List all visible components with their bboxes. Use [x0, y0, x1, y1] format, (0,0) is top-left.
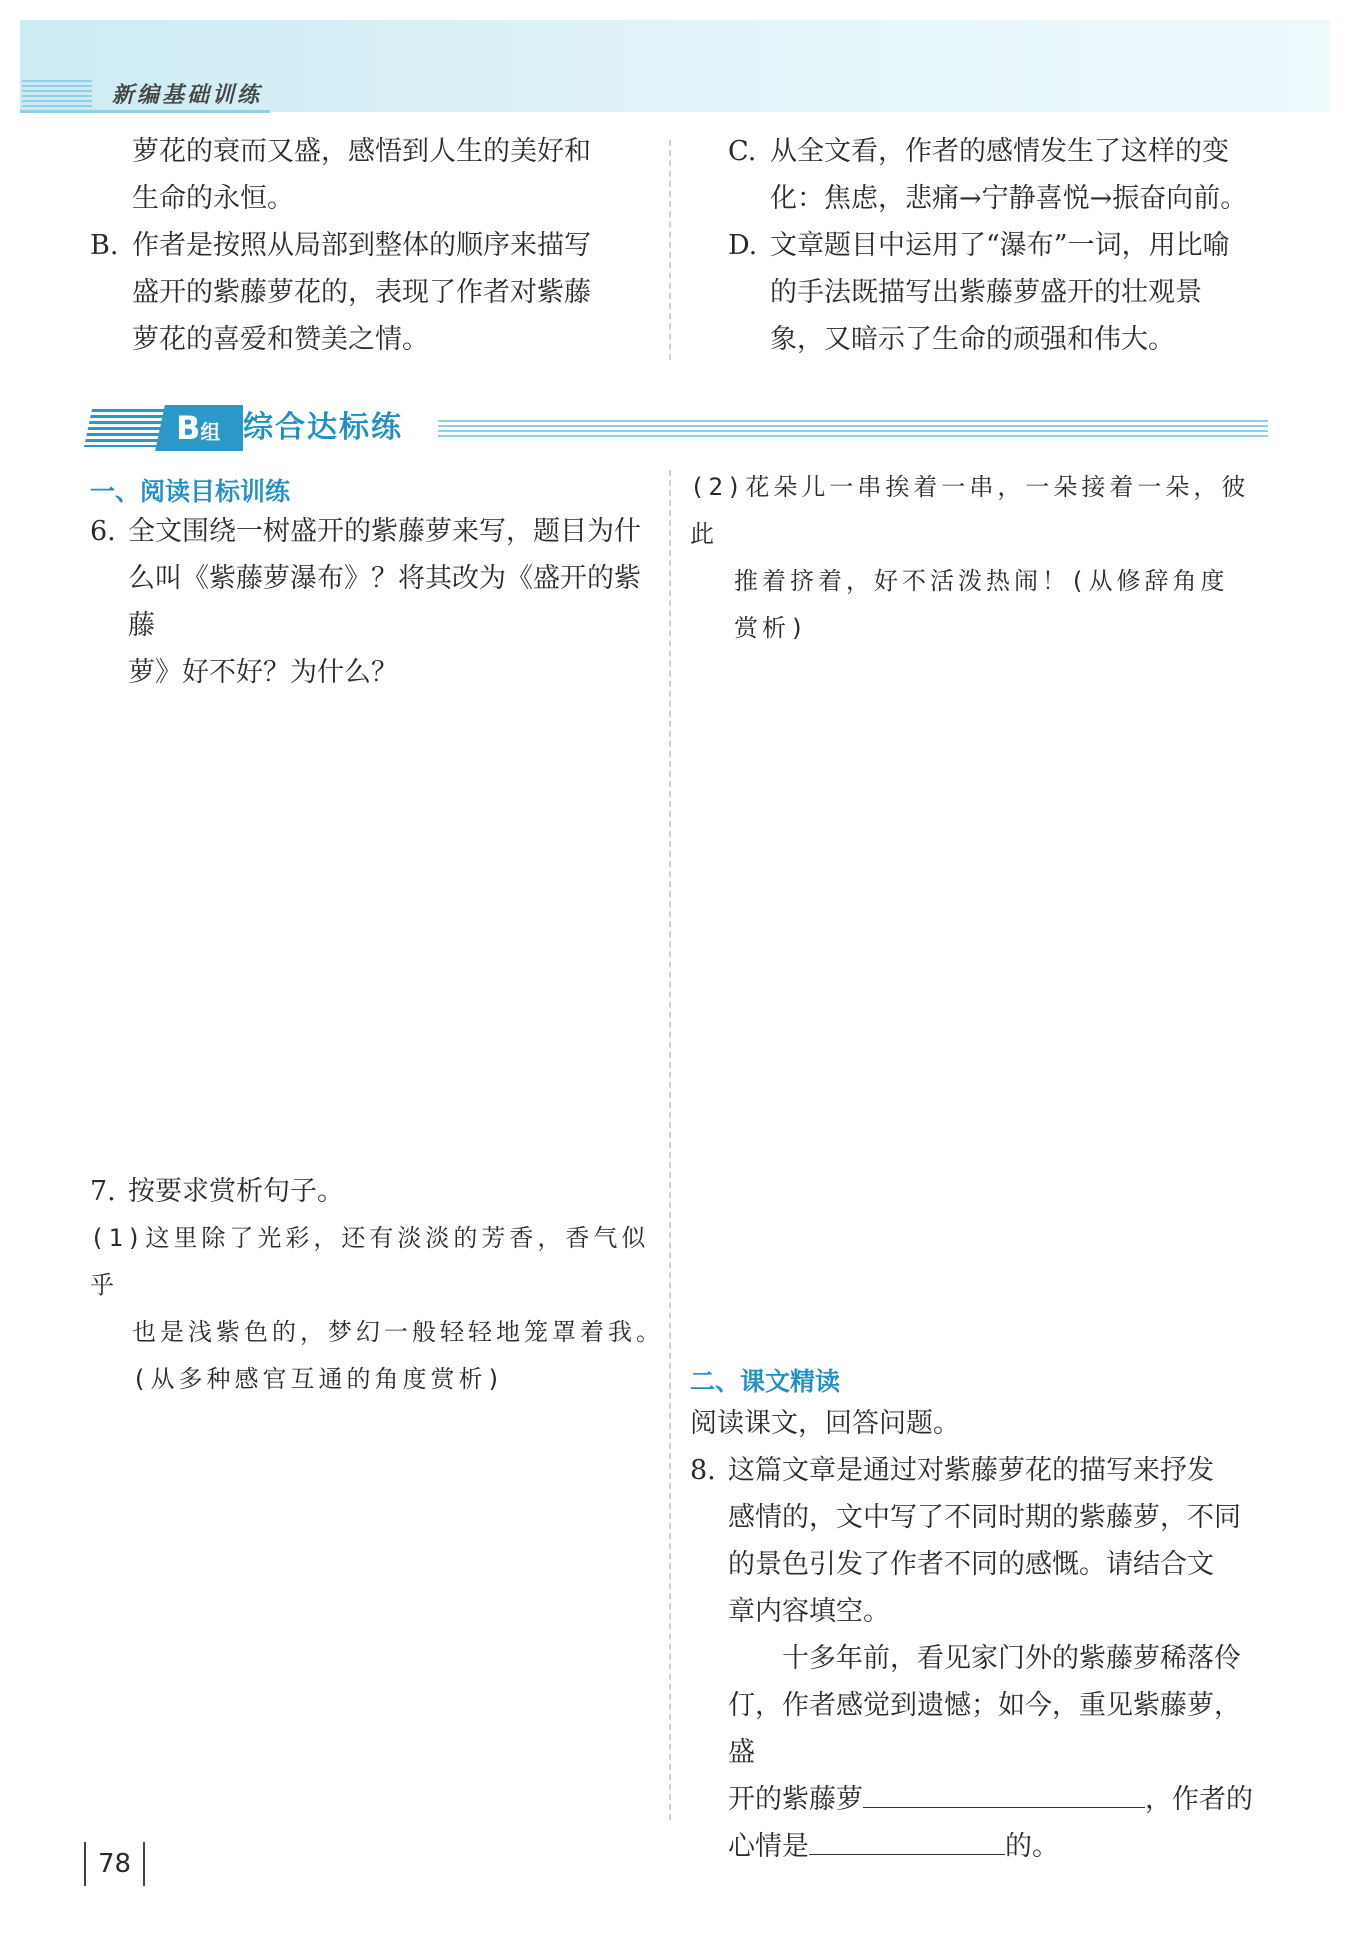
text-line: 赏析) [734, 614, 809, 642]
text-line: 推着挤着，好不活泼热闹！(从修辞角度 [734, 567, 1229, 595]
text-line: (1)这里除了光彩，还有淡淡的芳香，香气似乎 [90, 1224, 650, 1299]
text-line: 也是浅紫色的，梦幻一般轻轻地笼罩着我。 [132, 1318, 664, 1346]
text-fragment: 的。 [1005, 1831, 1059, 1862]
section-b-title: 综合达标练 [243, 405, 411, 451]
page-number: 78 [84, 1842, 145, 1886]
question-6 [90, 508, 665, 696]
option-a-continued [90, 128, 665, 222]
sentence-2 [690, 464, 1260, 652]
text-fragment: 心情是 [728, 1831, 809, 1862]
section-b-banner [88, 405, 1268, 451]
top-left-column [90, 128, 665, 363]
text-line: 生命的永恒。 [132, 183, 294, 214]
question-7-text: 按要求赏析句子。 [128, 1176, 344, 1207]
text-line: 从全文看，作者的感情发生了这样的变 [770, 136, 1229, 167]
answer-blank-1[interactable] [863, 1777, 1145, 1808]
text-line: 象，又暗示了生命的顽强和伟大。 [770, 324, 1175, 355]
text-line: 萝花的衰而又盛，感悟到人生的美好和 [132, 136, 591, 167]
text-line: 化：焦虑，悲痛→宁静喜悦→振奋向前。 [770, 183, 1248, 214]
text-line: 的景色引发了作者不同的感慨。请结合文 [728, 1549, 1214, 1580]
option-c-label: C. [728, 136, 757, 167]
text-line: 作者是按照从局部到整体的顺序来描写 [132, 230, 591, 261]
option-b [90, 222, 665, 363]
option-d [728, 222, 1298, 363]
text-fragment: 开的紫藤萝 [728, 1784, 863, 1815]
text-line: 这篇文章是通过对紫藤萝花的描写来抒发 [728, 1455, 1214, 1486]
header-underline [20, 110, 270, 113]
part1-heading: 一、阅读目标训练 [90, 477, 291, 506]
question-7-number: 7. [90, 1176, 116, 1207]
header-title: 新编基础训练 [112, 83, 263, 108]
text-line: 文章题目中运用了“瀑布”一词，用比喻 [770, 230, 1230, 261]
fill-line-2 [728, 1823, 1260, 1870]
option-d-label: D. [728, 230, 758, 261]
group-word: 组 [200, 420, 221, 444]
text-line: (2)花朵儿一串挨着一串，一朵接着一朵，彼此 [690, 473, 1250, 548]
column-divider-main [669, 470, 671, 1820]
text-line: 萝花的喜爱和赞美之情。 [132, 324, 429, 355]
question-7 [90, 1168, 665, 1403]
top-right-column [728, 128, 1298, 363]
text-line: 盛开的紫藤萝花的，表现了作者对紫藤 [132, 277, 591, 308]
sentence-1 [90, 1215, 665, 1403]
text-fragment: ，作者的 [1145, 1784, 1253, 1815]
text-line: 章内容填空。 [728, 1596, 890, 1627]
text-line: 全文围绕一树盛开的紫藤萝来写，题目为什 [128, 516, 641, 547]
banner-lines [438, 420, 1268, 438]
text-line: 感情的，文中写了不同时期的紫藤萝，不同 [728, 1502, 1241, 1533]
answer-blank-2[interactable] [809, 1824, 1005, 1855]
text-line: 的手法既描写出紫藤萝盛开的壮观景 [770, 277, 1202, 308]
part2-intro: 阅读课文，回答问题。 [690, 1408, 960, 1439]
option-b-label: B. [90, 230, 119, 261]
text-line: 么叫《紫藤萝瀑布》？将其改为《盛开的紫藤 [128, 563, 641, 641]
text-line: 萝》好不好？为什么？ [128, 657, 398, 688]
text-line: (从多种感官互通的角度赏析) [132, 1365, 505, 1393]
group-letter: B [176, 409, 201, 447]
question-8-number: 8. [690, 1455, 716, 1486]
column-divider-top [669, 140, 671, 360]
text-line: 仃，作者感觉到遗憾；如今，重见紫藤萝，盛 [728, 1690, 1241, 1768]
header-stripes [22, 80, 92, 110]
text-line: 十多年前，看见家门外的紫藤萝稀落伶 [782, 1643, 1241, 1674]
fill-line-1 [728, 1776, 1260, 1823]
part2-heading: 二、课文精读 [690, 1367, 841, 1396]
group-label [176, 405, 220, 451]
question-6-number: 6. [90, 516, 116, 547]
question-8 [690, 1400, 1260, 1870]
option-c [728, 128, 1298, 222]
